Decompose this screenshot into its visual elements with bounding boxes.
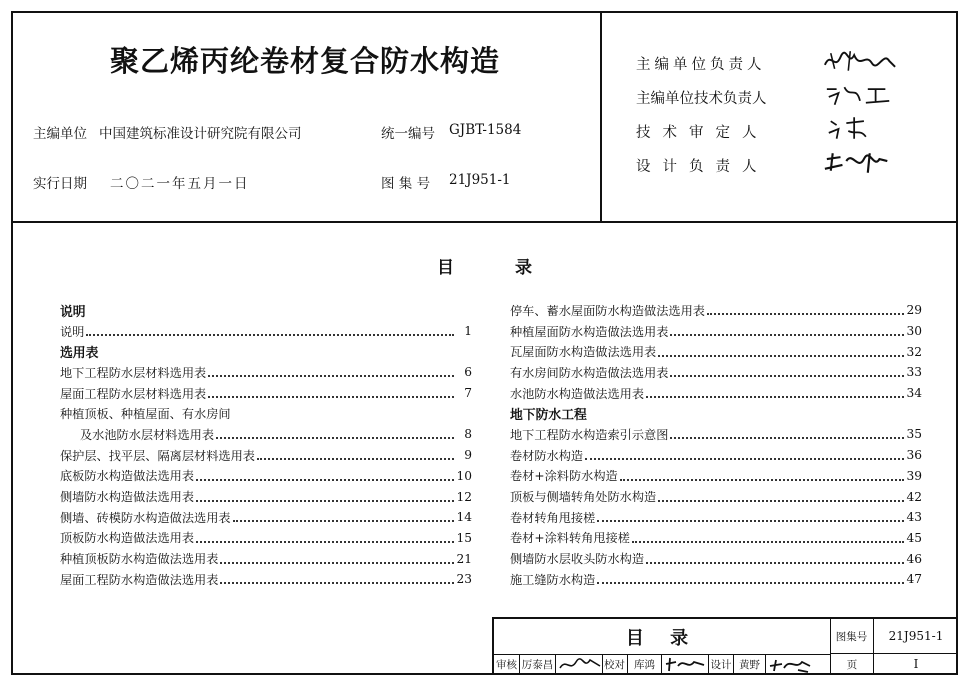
toc-page-number: 9 [464, 448, 472, 463]
toc-dot-leader [208, 396, 454, 398]
toc-entry [60, 486, 472, 507]
toc-entry-title: 水池防水构造做法选用表 [510, 386, 645, 401]
toc-page-number: 32 [906, 344, 922, 359]
atlas-number-label: 图集号 [830, 619, 874, 654]
toc-entry-title: 侧墙防水层收头防水构造 [510, 552, 645, 567]
toc-entry [510, 424, 922, 445]
toc-entry-title: 保护层、找平层、隔离层材料选用表 [60, 448, 255, 463]
toc-entry-title: 停车、蓄水屋面防水构造做法选用表 [510, 303, 705, 318]
effective-date-value: 二〇二一年五月一日 [110, 176, 250, 192]
toc-entry [510, 528, 922, 549]
toc-entry-title: 卷材+涂料转角甩接槎 [510, 531, 630, 546]
toc-dot-leader [670, 375, 904, 377]
checker-name: 库鸿 [628, 654, 662, 675]
toc-entry-title: 及水池防水层材料选用表 [80, 427, 215, 442]
toc-entry-title: 顶板与侧墙转角处防水构造 [510, 490, 657, 505]
toc-page-number: 14 [456, 510, 472, 525]
toc-entry [60, 528, 472, 549]
person-role: 技术审定人 [636, 125, 769, 141]
toc-entry-title: 种植屋面防水构造做法选用表 [510, 324, 669, 339]
toc-entry-title: 侧墙、砖模防水构造做法选用表 [60, 510, 231, 525]
toc-entry [510, 486, 922, 507]
toc-entry-title: 有水房间防水构造做法选用表 [510, 365, 669, 380]
atlas-number-label: 图 集 号 [381, 176, 431, 192]
signature-image [821, 45, 899, 75]
toc-dot-leader [196, 541, 454, 543]
title-block-title: 目 录 [494, 619, 831, 655]
toc-page-number: 36 [906, 448, 922, 463]
toc-entry [510, 383, 922, 404]
toc-entry [60, 445, 472, 466]
toc-dot-leader [620, 479, 904, 481]
toc-entry [510, 507, 922, 528]
designer-name: 黄野 [734, 654, 766, 675]
document-title: 聚乙烯丙纶卷材复合防水构造 [110, 44, 501, 78]
toc-entry-title: 瓦屋面防水构造做法选用表 [510, 345, 657, 360]
review-label: 审核 [494, 654, 520, 675]
toc-page-number: 21 [456, 551, 472, 566]
toc-entry-title: 屋面工程防水层材料选用表 [60, 386, 207, 401]
toc-page-number: 42 [906, 489, 922, 504]
toc-dot-leader [597, 582, 904, 584]
toc-page-number: 10 [456, 468, 472, 483]
toc-entry-title: 地下防水工程 [510, 408, 587, 424]
toc-page-number: 12 [456, 489, 472, 504]
toc-dot-leader [646, 396, 904, 398]
toc-dot-leader [233, 520, 454, 522]
person-row-tech-reviewer [636, 121, 769, 155]
uniform-code-label: 统一编号 [381, 126, 435, 142]
editor-unit-value: 中国建筑标准设计研究院有限公司 [99, 126, 302, 142]
toc-dot-leader [670, 437, 904, 439]
toc-heading-right: 录 [515, 258, 532, 278]
toc-page-number: 35 [906, 427, 922, 442]
responsible-people [600, 13, 958, 221]
toc-dot-leader [632, 541, 904, 543]
toc-entry [510, 300, 922, 321]
person-row-chief-editor [636, 53, 769, 87]
toc-entry-title: 种植顶板防水构造做法选用表 [60, 552, 219, 567]
page-value: I [874, 654, 958, 675]
person-role: 主编单位负责人 [636, 57, 766, 73]
toc-entry-title: 卷材转角甩接槎 [510, 510, 596, 525]
toc-entry [510, 445, 922, 466]
toc-right-column [510, 300, 922, 590]
editor-unit-label: 主编单位 [33, 126, 87, 142]
toc-dot-leader [670, 334, 904, 336]
atlas-number-value: 21J951-1 [874, 619, 958, 654]
toc-entry-title: 屋面工程防水构造做法选用表 [60, 572, 219, 587]
toc-entry [510, 362, 922, 383]
atlas-number-value: 21J951-1 [449, 172, 511, 188]
toc-page-number: 45 [906, 530, 922, 545]
title-header [13, 13, 956, 223]
toc-dot-leader [86, 334, 454, 336]
toc-entry [510, 341, 922, 362]
toc-dot-leader [196, 479, 454, 481]
toc-entry [60, 548, 472, 569]
toc-entry-title: 说明 [60, 304, 86, 320]
toc-section-heading [60, 300, 472, 321]
toc-page-number: 23 [456, 572, 472, 587]
toc-dot-leader [658, 355, 904, 357]
title-block [492, 617, 958, 675]
drawing-frame [11, 11, 958, 675]
person-role: 主编单位技术负责人 [636, 91, 767, 107]
toc-page-number: 7 [464, 386, 472, 401]
toc-entry-title: 选用表 [60, 346, 99, 362]
toc-entry-title: 地下工程防水构造索引示意图 [510, 427, 669, 442]
check-label: 校对 [602, 654, 628, 675]
person-row-design-lead [636, 155, 769, 189]
reviewer-name: 厉泰昌 [520, 654, 556, 675]
toc-entry [60, 466, 472, 487]
reviewer-signature [558, 656, 602, 673]
toc-entry-title: 底板防水构造做法选用表 [60, 469, 195, 484]
toc-entry [60, 424, 472, 445]
toc-section-heading [510, 403, 922, 424]
toc-page-number: 29 [906, 303, 922, 318]
toc-entry-title: 侧墙防水构造做法选用表 [60, 490, 195, 505]
toc-entry [60, 403, 472, 424]
people-list [636, 53, 769, 189]
toc-entry-title: 施工缝防水构造 [510, 572, 596, 587]
person-row-tech-lead [636, 87, 769, 121]
effective-date-label: 实行日期 [33, 176, 87, 192]
toc-dot-leader [220, 562, 454, 564]
toc-dot-leader [585, 458, 904, 460]
signature-image [821, 79, 899, 109]
toc-page-number: 33 [906, 365, 922, 380]
toc-entry [510, 321, 922, 342]
toc-entry [60, 362, 472, 383]
signature-image [821, 113, 899, 143]
checker-signature [664, 656, 706, 673]
toc-page-number: 39 [906, 468, 922, 483]
signature-image [821, 147, 899, 177]
toc-entry [60, 569, 472, 590]
toc-page-number: 6 [464, 365, 472, 380]
toc-entry-title: 顶板防水构造做法选用表 [60, 531, 195, 546]
toc-dot-leader [220, 582, 454, 584]
toc-dot-leader [257, 458, 454, 460]
toc-left-column [60, 300, 472, 590]
toc-entry-title: 地下工程防水层材料选用表 [60, 365, 207, 380]
person-role: 设计负责人 [636, 159, 769, 175]
toc-entry [60, 321, 472, 342]
page-label: 页 [830, 654, 874, 675]
toc-dot-leader [646, 562, 904, 564]
toc-entry [510, 569, 922, 590]
toc-page-number: 1 [464, 324, 472, 339]
toc-page-number: 43 [906, 510, 922, 525]
designer-signature [768, 656, 812, 673]
toc-entry [510, 466, 922, 487]
toc-dot-leader [216, 437, 454, 439]
toc-dot-leader [196, 500, 454, 502]
toc-entry-title: 卷材+涂料防水构造 [510, 469, 618, 484]
toc-section-heading [60, 341, 472, 362]
toc-dot-leader [208, 375, 454, 377]
toc-entry-title: 卷材防水构造 [510, 448, 584, 463]
toc-page-number: 46 [906, 551, 922, 566]
toc-entry-title: 说明 [60, 324, 85, 339]
toc-page-number: 15 [456, 530, 472, 545]
design-label: 设计 [708, 654, 734, 675]
toc-dot-leader [707, 313, 904, 315]
toc-page-number: 47 [906, 572, 922, 587]
toc-heading-left: 目 [437, 258, 454, 278]
toc-page-number: 34 [906, 386, 922, 401]
toc-entry-title: 种植顶板、种植屋面、有水房间 [60, 407, 231, 422]
uniform-code-value: GJBT-1584 [449, 122, 522, 138]
toc-dot-leader [658, 500, 904, 502]
header-info [13, 13, 600, 221]
toc-page-number: 8 [464, 427, 472, 442]
toc-entry [510, 548, 922, 569]
toc-entry [60, 507, 472, 528]
toc-page-number: 30 [906, 324, 922, 339]
toc-dot-leader [597, 520, 904, 522]
toc-entry [60, 383, 472, 404]
